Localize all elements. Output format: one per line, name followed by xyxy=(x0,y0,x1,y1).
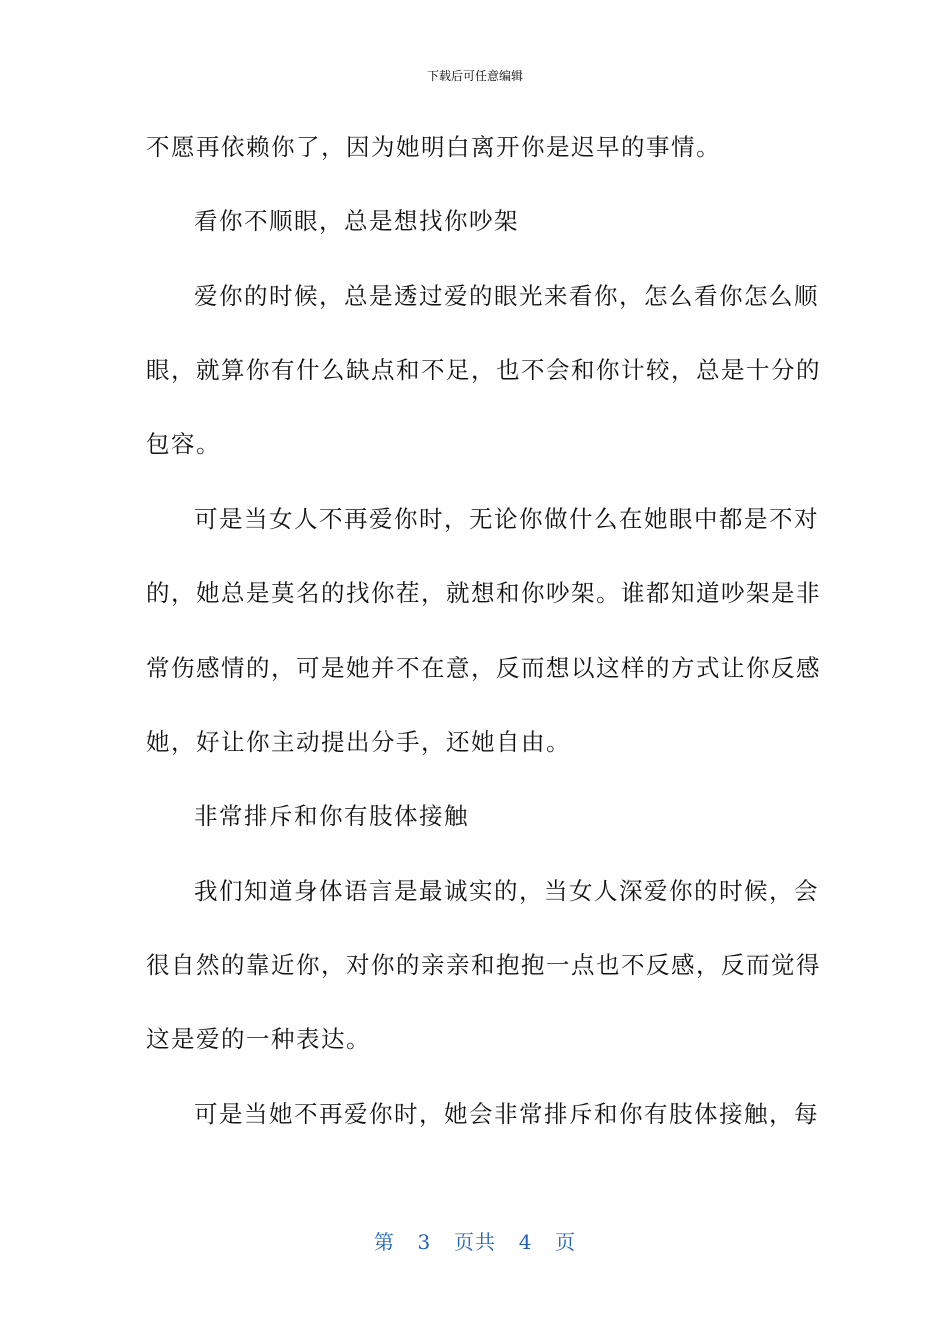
paragraph-line: 不愿再依赖你了，因为她明白离开你是迟早的事情。 xyxy=(146,133,721,161)
paragraph-line: 常伤感情的，可是她并不在意，反而想以这样的方式让你反感 xyxy=(146,654,821,682)
paragraph-line: 包容。 xyxy=(146,430,221,458)
paragraph-line: 很自然的靠近你，对你的亲亲和抱抱一点也不反感，反而觉得 xyxy=(146,951,821,979)
paragraph-line: 可是当女人不再爱你时，无论你做什么在她眼中都是不对 xyxy=(194,505,819,533)
paragraph-line: 眼，就算你有什么缺点和不足，也不会和你计较，总是十分的 xyxy=(146,356,821,384)
paragraph-line: 可是当她不再爱你时，她会非常排斥和你有肢体接触，每 xyxy=(194,1100,819,1128)
section-heading: 看你不顺眼，总是想找你吵架 xyxy=(194,207,519,235)
paragraph-line: 的，她总是莫名的找你茬，就想和你吵架。谁都知道吵架是非 xyxy=(146,579,821,607)
paragraph-line: 我们知道身体语言是最诚实的，当女人深爱你的时候，会 xyxy=(194,877,819,905)
paragraph-line: 爱你的时候，总是透过爱的眼光来看你，怎么看你怎么顺 xyxy=(194,282,819,310)
paragraph-line: 她，好让你主动提出分手，还她自由。 xyxy=(146,728,571,756)
paragraph-line: 这是爱的一种表达。 xyxy=(146,1025,371,1053)
page-header: 下载后可任意编辑 xyxy=(426,69,523,83)
section-heading: 非常排斥和你有肢体接触 xyxy=(194,802,469,830)
page-number-footer: 第 3 页共 4 页 xyxy=(373,1230,577,1254)
